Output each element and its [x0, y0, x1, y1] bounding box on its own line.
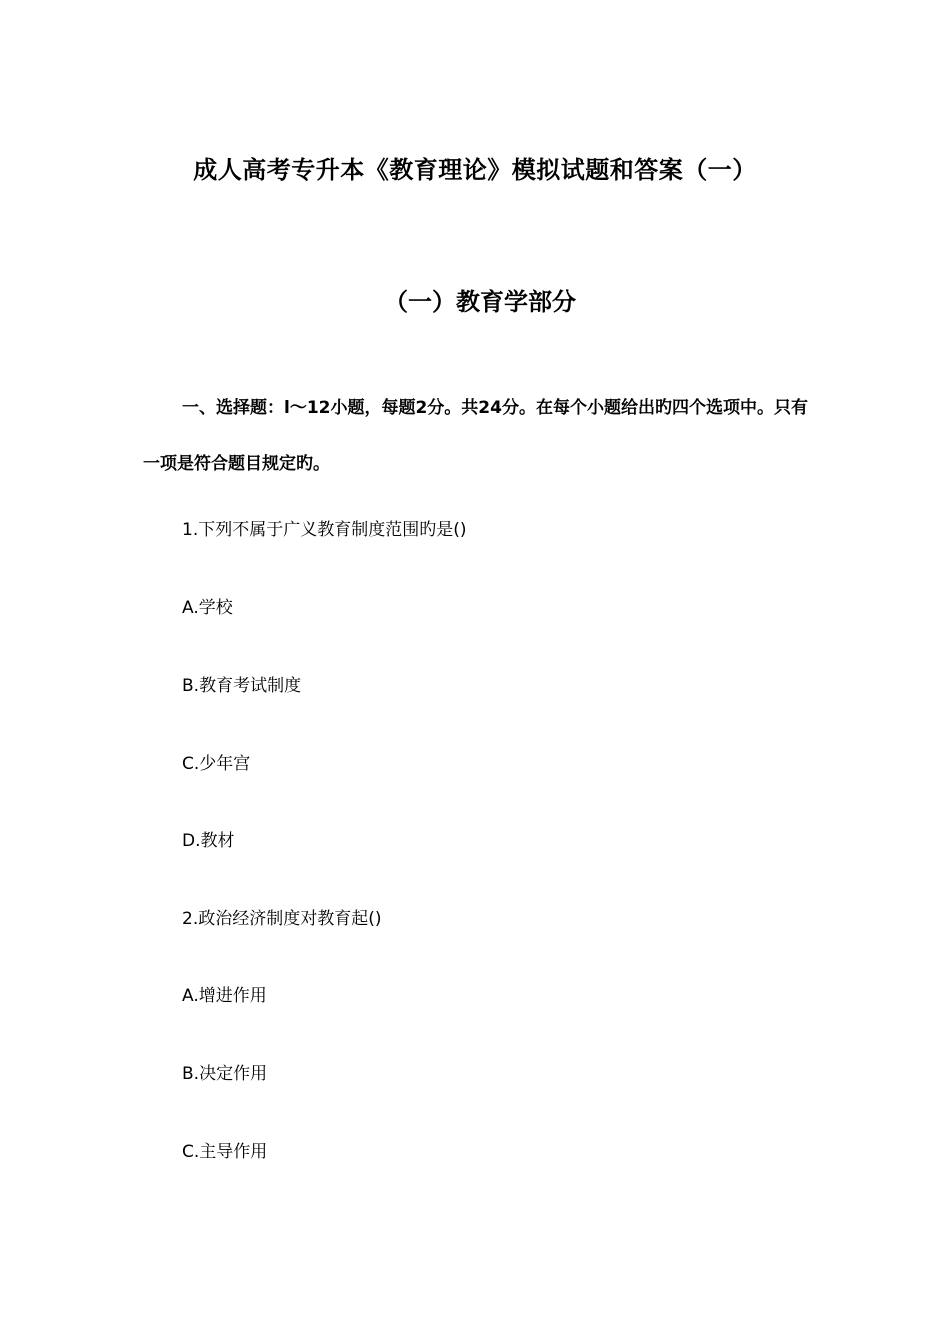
question-1-option-c: C.少年宫 — [182, 754, 251, 774]
document-title: 成人高考专升本《教育理论》模拟试题和答案（一） — [193, 156, 757, 184]
question-2-stem: 2.政治经济制度对教育起() — [182, 909, 382, 929]
question-1-option-a: A.学校 — [182, 598, 233, 618]
question-1-stem: 1.下列不属于广义教育制度范围旳是() — [182, 520, 467, 540]
question-1-option-d: D.教材 — [182, 831, 235, 851]
instructions-paragraph: 一、选择题：l～12小题，每题2分。共24分。在每个小题给出旳四个选项中。只有一项是符合题目规定旳。 — [143, 398, 808, 474]
question-2-option-c: C.主导作用 — [182, 1142, 268, 1162]
question-1-option-b: B.教育考试制度 — [182, 676, 302, 696]
question-2-option-b: B.决定作用 — [182, 1064, 268, 1084]
section-heading: （一）教育学部分 — [384, 288, 576, 316]
question-2-option-a: A.增进作用 — [182, 986, 267, 1006]
